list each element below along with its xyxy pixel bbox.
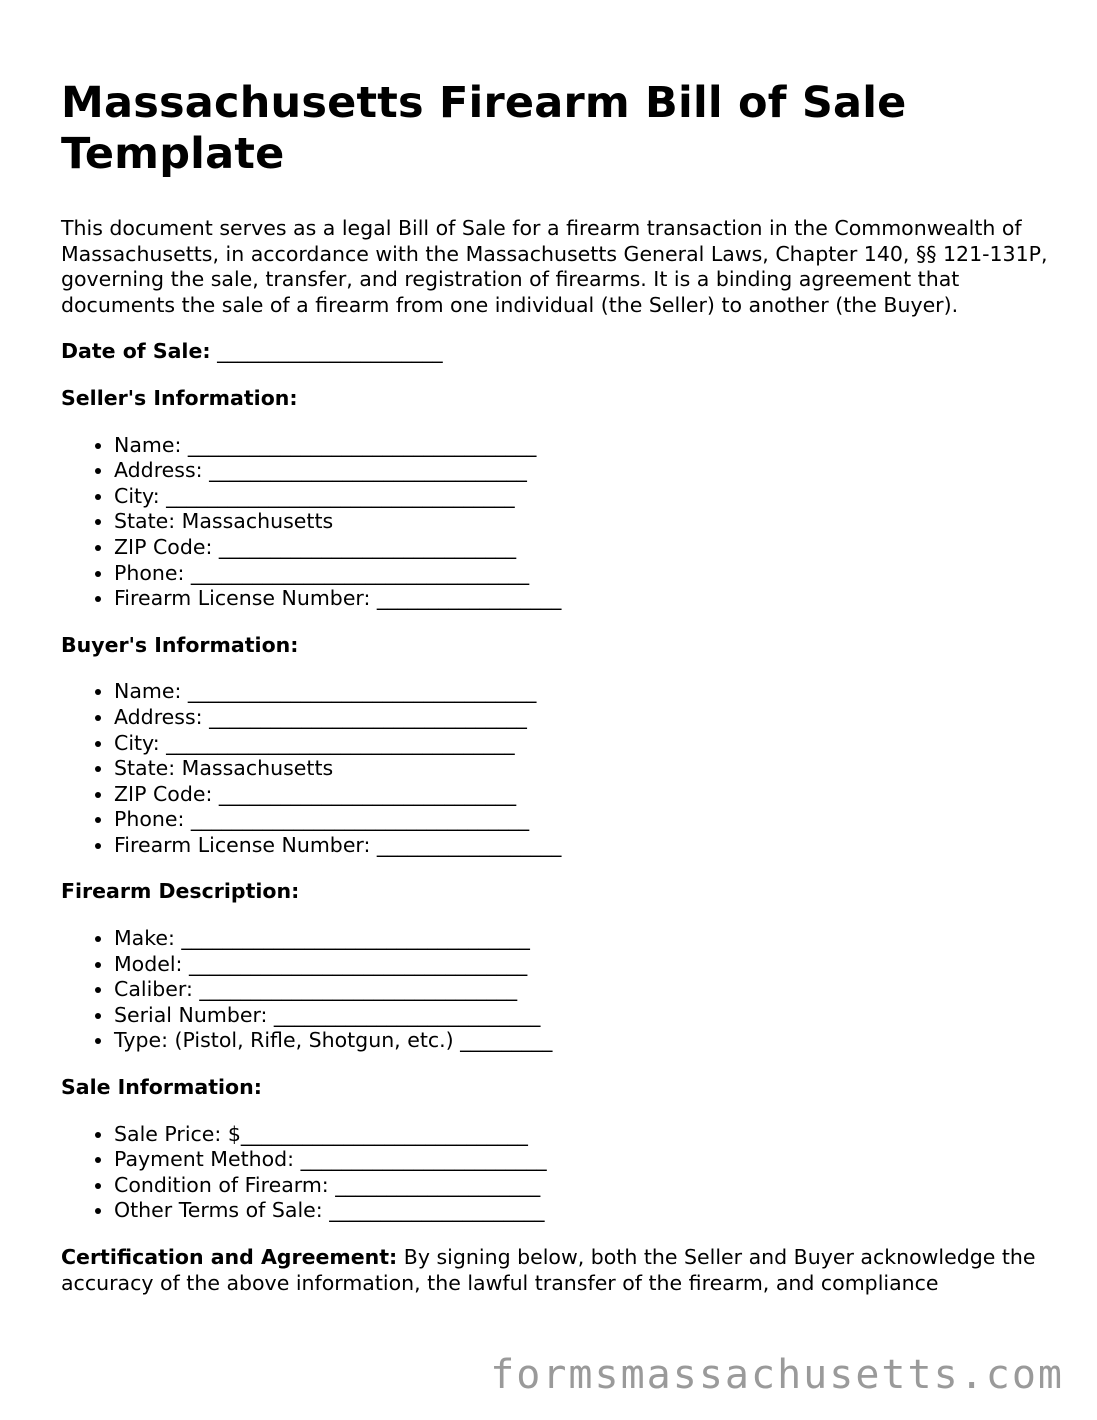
firearm-make-field[interactable]: • Make: __________________________________ — [114, 926, 1051, 952]
certification-label: Certification and Agreement: — [61, 1245, 398, 1269]
seller-address-field[interactable]: • Address: _______________________________ — [114, 458, 1051, 484]
seller-license-field[interactable]: • Firearm License Number: __________________ — [114, 586, 1051, 612]
site-watermark: formsmassachusetts.com — [490, 1352, 1064, 1398]
buyer-state-field: • State: Massachusetts — [114, 756, 1051, 782]
date-of-sale-field — [61, 339, 1051, 365]
sale-list — [61, 1122, 1051, 1224]
buyer-name-field[interactable]: • Name: __________________________________ — [114, 679, 1051, 705]
firearm-model-field[interactable]: • Model: _________________________________ — [114, 952, 1051, 978]
seller-heading: Seller's Information: — [61, 385, 298, 410]
buyer-zip-field[interactable]: • ZIP Code: _____________________________ — [114, 782, 1051, 808]
seller-city-field[interactable]: • City: __________________________________ — [114, 484, 1051, 510]
intro-paragraph: This document serves as a legal Bill of Sale for a firearm transaction in the Commonwealth of Massachusetts, in accordance with the Massachusetts General Laws, Chapter 140, §§ 121-131P, governing the sale, transfer, and registration of firearms. It is a binding agreement that documents the sale of a firearm from one individual (the Seller) to another (the Buyer). — [61, 216, 1048, 317]
seller-zip-field[interactable]: • ZIP Code: _____________________________ — [114, 535, 1051, 561]
firearm-caliber-field[interactable]: • Caliber: _______________________________ — [114, 977, 1051, 1003]
buyer-city-field[interactable]: • City: __________________________________ — [114, 731, 1051, 757]
firearm-type-field[interactable]: • Type: (Pistol, Rifle, Shotgun, etc.) _________ — [114, 1028, 1051, 1054]
document-page — [61, 78, 1051, 1296]
buyer-address-field[interactable]: • Address: _______________________________ — [114, 705, 1051, 731]
sale-price-field[interactable]: • Sale Price: $____________________________ — [114, 1122, 1051, 1148]
sale-heading: Sale Information: — [61, 1075, 262, 1100]
seller-list — [61, 433, 1051, 612]
buyer-license-field[interactable]: • Firearm License Number: __________________ — [114, 833, 1051, 859]
payment-method-field[interactable]: • Payment Method: ________________________ — [114, 1147, 1051, 1173]
seller-phone-field[interactable]: • Phone: _________________________________ — [114, 561, 1051, 587]
buyer-heading: Buyer's Information: — [61, 632, 299, 657]
seller-name-field[interactable]: • Name: __________________________________ — [114, 433, 1051, 459]
date-of-sale-blank[interactable]: ______________________ — [217, 339, 443, 364]
other-terms-field[interactable]: • Other Terms of Sale: _____________________ — [114, 1198, 1051, 1224]
buyer-list — [61, 679, 1051, 858]
certification-text: By signing below, both the Seller and Buyer acknowledge the accuracy of the above information, the lawful transfer of the firearm, and compliance — [61, 1245, 1036, 1295]
document-title: Massachusetts Firearm Bill of Sale Template — [61, 78, 907, 179]
seller-state-field: • State: Massachusetts — [114, 509, 1051, 535]
date-of-sale-label: Date of Sale: — [61, 339, 211, 364]
condition-field[interactable]: • Condition of Firearm: ____________________ — [114, 1173, 1051, 1199]
firearm-heading: Firearm Description: — [61, 879, 300, 904]
firearm-serial-field[interactable]: • Serial Number: __________________________ — [114, 1003, 1051, 1029]
certification-paragraph — [61, 1245, 1051, 1296]
buyer-phone-field[interactable]: • Phone: _________________________________ — [114, 807, 1051, 833]
firearm-list — [61, 926, 1051, 1054]
